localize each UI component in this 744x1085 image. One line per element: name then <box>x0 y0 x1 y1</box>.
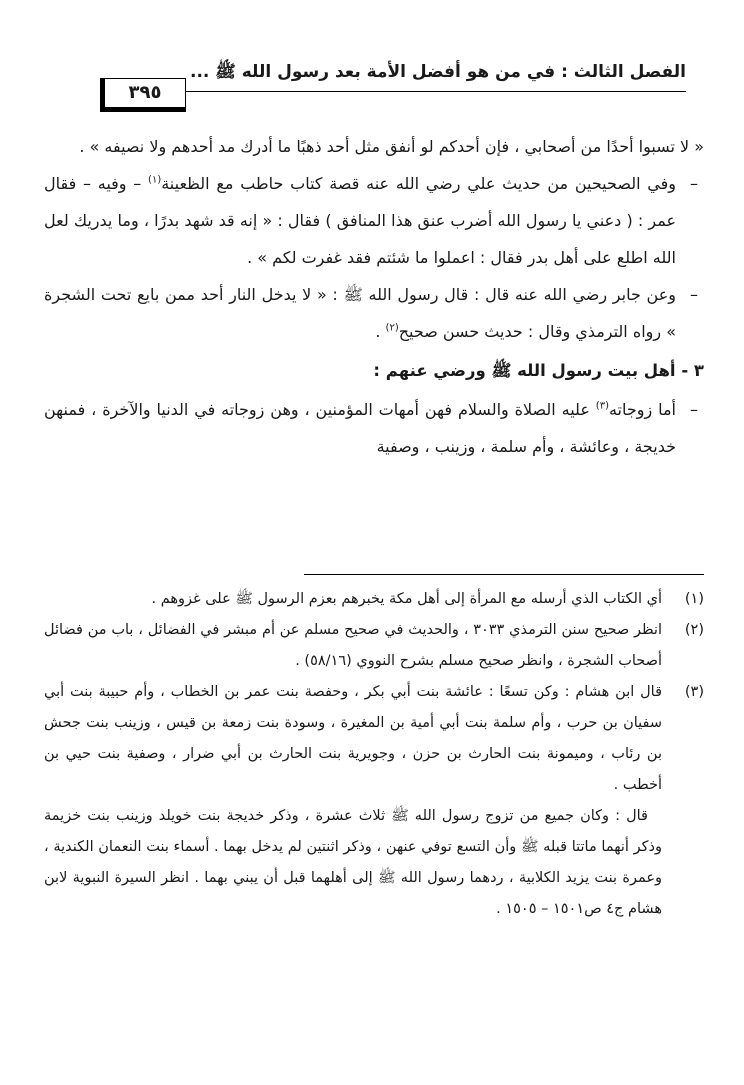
bullet-hatib-story <box>44 165 704 276</box>
bullet-text: . <box>375 322 386 341</box>
footnote-ref-2: (٢) <box>385 322 399 334</box>
hadith-quote: « لا تسبوا أحدًا من أصحابي ، فإن أحدكم لو أنفق مثل أحد ذهبًا ما أدرك مد أحدهم ولا نصيفه » . <box>79 137 704 156</box>
footnotes <box>44 584 704 925</box>
bullet-text: عليه الصلاة والسلام فهن أمهات المؤمنين ، وهن زوجاته في الدنيا والآخرة ، فمنهن خديجة ، وعائشة ، وأم سلمة ، وزينب ، وصفية <box>44 400 676 456</box>
bullet-jabir-hadith <box>44 276 704 350</box>
main-text <box>44 128 704 465</box>
footnote-text: انظر صحيح سنن الترمذي ٣٠٣٣ ، والحديث في صحيح مسلم عن أم مبشر في الفضائل ، باب من فضائل أصحاب الشجرة ، وانظر صحيح مسلم بشرح النووي (٥٨/١٦) . <box>44 622 662 669</box>
footnote-text: قال ابن هشام : وكن تسعًا : عائشة بنت أبي بكر ، وحفصة بنت عمر بن الخطاب ، وأم حبيبة بنت أبي سفيان بن حرب ، وأم سلمة بنت أبي أمية بن المغيرة ، وسودة بنت زمعة بن قيس ، وزينب بنت جحش بن رئاب ، وميمونة بنت الحارث بن حزن ، وجويرية بنت الحارث بن أبي ضرار ، وصفية بنت حيي بن أخطب . <box>44 684 662 793</box>
footnote-2 <box>44 615 704 677</box>
footnote-text: أي الكتاب الذي أرسله مع المرأة إلى أهل مكة يخبرهم بعزم الرسول ﷺ على غزوهم . <box>151 591 662 607</box>
footnote-1 <box>44 584 704 615</box>
footnote-separator <box>304 574 704 575</box>
bullet-wives <box>44 391 704 465</box>
footnote-number: (١) <box>684 591 704 607</box>
footnote-number: (٢) <box>684 622 704 638</box>
bullet-text: وفي الصحيحين من حديث علي رضي الله عنه قصة كتاب حاطب مع الظعينة <box>161 174 676 193</box>
bullet-dash: – <box>690 400 698 419</box>
footnote-number: (٣) <box>684 684 704 700</box>
footnote-3-continuation: قال : وكان جميع من تزوج رسول الله ﷺ ثلاث عشرة ، وذكر خديجة بنت خويلد وزينب بنت خزيمة وذكر أنهما ماتتا قبله ﷺ وأن التسع توفي عنهن ، وذكر اثنتين لم يدخل بهما . أسماء بنت النعمان الكندية ، وعمرة بنت يزيد الكلابية ، ردهما رسول الله ﷺ إلى أهلهما قبل أن يبني بهما . انظر السيرة النبوية لابن هشام ج٤ ص١٥٠١ – ١٥٠٥ . <box>44 808 662 917</box>
running-header: الفصل الثالث : في من هو أفضل الأمة بعد رسول الله ﷺ ... <box>190 62 686 82</box>
page-number: ٣٩٥ <box>100 78 186 112</box>
bullet-text: وعن جابر رضي الله عنه قال : قال رسول الله ﷺ : « لا يدخل النار أحد ممن بايع تحت الشجرة » رواه الترمذي وقال : حديث حسن صحيح <box>44 285 676 341</box>
footnote-ref-3: (٣) <box>595 400 609 412</box>
footnote-3 <box>44 677 704 801</box>
section-heading: ٣ - أهل بيت رسول الله ﷺ ورضي عنهم : <box>373 361 704 380</box>
footnote-ref-1: (١) <box>148 174 162 186</box>
bullet-text: – وفيه – فقال عمر : ( دعني يا رسول الله أضرب عنق هذا المنافق ) فقال : « إنه قد شهد بدرًا ، وما يدريك لعل الله اطلع على أهل بدر فقال : اعملوا ما شئتم فقد غفرت لكم » . <box>44 174 676 267</box>
bullet-dash: – <box>690 174 698 193</box>
header-rule <box>100 91 686 92</box>
bullet-dash: – <box>690 285 698 304</box>
bullet-text: أما زوجاته <box>608 400 676 419</box>
